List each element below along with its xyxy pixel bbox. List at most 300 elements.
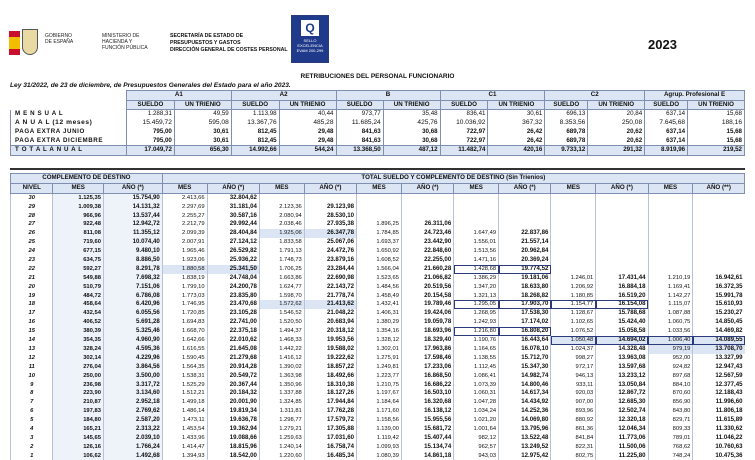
sub-header: SUELDO: [336, 100, 383, 110]
cd-value: 1.923,06: [162, 256, 207, 265]
level-number: 26: [11, 229, 53, 238]
cd-value: 484,72: [53, 291, 103, 300]
cd-value: 106,62: [53, 451, 103, 460]
cd-value: 3.317,72: [103, 380, 162, 389]
cd-value: [259, 194, 304, 203]
cd-value: 145,65: [53, 434, 103, 443]
base-value: 812,45: [231, 137, 279, 146]
cd-value: 1.572,62: [259, 300, 304, 309]
cd-value: [693, 203, 745, 212]
level-number: 2: [11, 443, 53, 452]
cd-value: 1.115,07: [648, 300, 693, 309]
base-value: 812,45: [231, 128, 279, 137]
cd-value: 822,31: [551, 443, 596, 452]
cd-value: 12.188,43: [693, 389, 745, 398]
cd-value: 5.325,46: [103, 327, 162, 336]
cd-value: [693, 220, 745, 229]
cd-value: 1.240,14: [259, 443, 304, 452]
base-value: 13.367,76: [231, 119, 279, 128]
cd-value: 15.610,93: [693, 300, 745, 309]
cd-value: [596, 220, 648, 229]
cd-value: 1.663,86: [259, 274, 304, 283]
cd-value: 16.686,22: [401, 380, 453, 389]
level-number: 12: [11, 354, 53, 363]
cd-value: 1.169,41: [648, 283, 693, 292]
cd-value: 6.786,08: [103, 291, 162, 300]
cd-value: 17.944,84: [304, 398, 356, 407]
group-header: B: [336, 91, 440, 101]
cd-value: 27.935,38: [304, 220, 356, 229]
level-number: 5: [11, 416, 53, 425]
cd-value: 1.180,85: [551, 291, 596, 300]
cd-value: 26.347,78: [304, 229, 356, 238]
cd-value: 1.380,29: [357, 318, 402, 327]
cd-value: 27.124,12: [207, 238, 259, 247]
level-row: [11, 389, 745, 398]
cd-value: [499, 194, 551, 203]
cd-value: [596, 194, 648, 203]
cd-value: 16.519,20: [596, 291, 648, 300]
cd-value: 15.424,40: [596, 318, 648, 327]
destination-complement-table: [10, 173, 745, 460]
cd-value: 11.773,06: [596, 434, 648, 443]
cd-value: 1.363,98: [259, 371, 304, 380]
cd-value: 14.800,46: [499, 380, 551, 389]
cd-value: 924,82: [648, 363, 693, 372]
base-row: [11, 128, 745, 137]
cd-value: 897,68: [648, 371, 693, 380]
base-value: 722,97: [440, 137, 488, 146]
cd-value: 4.595,36: [103, 345, 162, 354]
cd-value: 15.230,27: [693, 309, 745, 318]
col-header: AÑO (**): [693, 184, 745, 194]
cd-value: 14.982,74: [499, 371, 551, 380]
col-header: AÑO (*): [103, 184, 162, 194]
cd-value: 510,79: [53, 283, 103, 292]
cd-value: 2.255,27: [162, 211, 207, 220]
cd-value: 16.138,12: [401, 407, 453, 416]
cd-value: 2.039,10: [103, 434, 162, 443]
cd-value: 7.698,32: [103, 274, 162, 283]
base-value: 17.049,72: [127, 146, 175, 156]
col-header: AÑO (*): [207, 184, 259, 194]
sub-header: SUELDO: [440, 100, 488, 110]
cd-value: 21.066,82: [401, 274, 453, 283]
total-title: TOTAL SUELDO Y COMPLEMENTO DE DESTINO (Sin Trienios): [162, 174, 744, 184]
cd-value: 1.616,55: [162, 345, 207, 354]
level-number: 1: [11, 451, 53, 460]
cd-value: 14.131,32: [103, 203, 162, 212]
cd-value: 1.080,39: [357, 451, 402, 460]
cd-value: 14.694,02: [596, 336, 648, 345]
level-row: [11, 451, 745, 460]
cd-value: 21.645,08: [207, 345, 259, 354]
cd-value: 1.442,22: [259, 345, 304, 354]
cd-value: 13.522,48: [499, 434, 551, 443]
cd-value: 1.520,50: [259, 318, 304, 327]
cd-value: 250,00: [53, 371, 103, 380]
level-row: [11, 434, 745, 443]
cd-value: 17.233,06: [401, 363, 453, 372]
cd-value: 16.884,18: [596, 283, 648, 292]
cd-value: 2.313,22: [103, 425, 162, 434]
sec-line-2: PRESUPUESTOS Y GASTOS: [170, 40, 241, 46]
cd-value: 5.691,28: [103, 318, 162, 327]
row-label: M E N S U A L: [11, 110, 127, 119]
cd-value: [551, 238, 596, 247]
cd-value: 23.105,28: [207, 309, 259, 318]
cd-value: 17.762,28: [304, 407, 356, 416]
col-header: NIVEL: [11, 184, 53, 194]
row-label: PAGA EXTRA JUNIO: [11, 128, 127, 137]
cd-value: 210,87: [53, 398, 103, 407]
cd-value: 3.134,60: [103, 389, 162, 398]
level-row: [11, 327, 745, 336]
cd-value: 1.564,35: [162, 363, 207, 372]
cd-value: 1.112,45: [454, 363, 499, 372]
cd-value: 12.975,42: [499, 451, 551, 460]
cd-value: 13.249,52: [499, 443, 551, 452]
cd-value: 2.038,46: [259, 220, 304, 229]
base-value: 8.353,56: [545, 119, 588, 128]
cd-value: 8.886,50: [103, 256, 162, 265]
row-label: A N U A L (12 meses): [11, 119, 127, 128]
cd-value: 21.660,28: [401, 265, 453, 274]
cd-value: 13.050,84: [596, 380, 648, 389]
cd-value: 12.377,45: [693, 380, 745, 389]
cd-value: [693, 211, 745, 220]
cd-value: 21.557,14: [499, 238, 551, 247]
cd-value: 1.328,12: [357, 336, 402, 345]
level-number: 19: [11, 291, 53, 300]
cd-value: 11.806,18: [693, 407, 745, 416]
cd-value: 1.468,33: [259, 336, 304, 345]
base-value: 30,68: [383, 137, 440, 146]
cd-value: 20.154,58: [401, 291, 453, 300]
cd-value: 16.372,35: [693, 283, 745, 292]
base-value: 637,14: [645, 137, 688, 146]
cd-value: 22.741,00: [207, 318, 259, 327]
cd-value: 1.275,91: [357, 354, 402, 363]
cd-value: 1.538,31: [162, 371, 207, 380]
cd-value: 2.952,18: [103, 398, 162, 407]
cd-value: 19.181,06: [499, 274, 551, 283]
cd-value: 1.125,35: [53, 194, 103, 203]
cd-value: [693, 265, 745, 274]
cd-value: 17.579,72: [304, 416, 356, 425]
cd-value: 13.597,68: [596, 363, 648, 372]
page-title: RETRIBUCIONES DEL PERSONAL FUNCIONARIO: [300, 73, 455, 80]
col-header: AÑO (*): [401, 184, 453, 194]
col-header: AÑO (*): [596, 184, 648, 194]
cd-value: 10.760,63: [693, 443, 745, 452]
cd-value: [499, 220, 551, 229]
base-value: 637,14: [645, 110, 688, 119]
cd-value: 30.587,16: [207, 211, 259, 220]
cd-value: 223,90: [53, 389, 103, 398]
base-value: 485,28: [279, 119, 336, 128]
cd-value: 998,27: [551, 354, 596, 363]
level-row: [11, 256, 745, 265]
cd-value: 1.249,81: [357, 363, 402, 372]
cd-value: 1.164,65: [454, 345, 499, 354]
base-value: 689,78: [545, 137, 588, 146]
cd-value: 1.791,13: [259, 247, 304, 256]
level-number: 22: [11, 265, 53, 274]
cd-value: 11.225,80: [596, 451, 648, 460]
cd-value: 18.310,38: [304, 380, 356, 389]
cd-value: 1.706,25: [259, 265, 304, 274]
excellence-seal: [291, 15, 329, 63]
cd-value: 23.442,90: [401, 238, 453, 247]
level-row: [11, 380, 745, 389]
cd-value: 24.472,76: [304, 247, 356, 256]
cd-value: 20.914,28: [207, 363, 259, 372]
cd-value: 15.347,30: [499, 363, 551, 372]
cd-value: 1.347,20: [454, 283, 499, 292]
cd-value: 1.197,67: [357, 389, 402, 398]
cd-value: 11.046,22: [693, 434, 745, 443]
cd-value: 11.615,89: [693, 416, 745, 425]
cd-value: 18.127,26: [304, 389, 356, 398]
cd-value: 17.538,30: [499, 309, 551, 318]
sub-header: UN TRIENIO: [279, 100, 336, 110]
base-value: 15,68: [688, 128, 745, 137]
cd-value: [454, 211, 499, 220]
cd-value: 22.848,60: [401, 247, 453, 256]
cd-value: 15.134,74: [401, 443, 453, 452]
cd-value: [596, 238, 648, 247]
cd-value: 811,08: [53, 229, 103, 238]
level-number: 11: [11, 363, 53, 372]
cd-value: 1.171,60: [357, 407, 402, 416]
sec-line-3: DIRECCIÓN GENERAL DE COSTES PERSONAL: [170, 47, 288, 53]
cd-value: 1.590,45: [162, 354, 207, 363]
cd-value: 13.963,08: [596, 354, 648, 363]
cd-value: [551, 203, 596, 212]
cd-value: 29.123,98: [304, 203, 356, 212]
row-label: PAGA EXTRA DICIEMBRE: [11, 137, 127, 146]
base-value: 973,77: [336, 110, 383, 119]
cd-value: 25.936,22: [207, 256, 259, 265]
cd-value: 1.486,14: [162, 407, 207, 416]
base-value: 30,61: [174, 137, 231, 146]
cd-value: 1.668,70: [162, 327, 207, 336]
cd-value: 24.723,46: [401, 229, 453, 238]
cd-value: 1.566,04: [357, 265, 402, 274]
level-row: [11, 425, 745, 434]
cd-value: 1.838,19: [162, 274, 207, 283]
base-value: 29,48: [279, 128, 336, 137]
base-value: 15,68: [688, 110, 745, 119]
cd-value: [648, 247, 693, 256]
cd-value: 24.748,04: [207, 274, 259, 283]
col-header: AÑO (*): [499, 184, 551, 194]
cd-value: 23.284,44: [304, 265, 356, 274]
cd-value: 1.216,80: [454, 327, 499, 336]
cd-value: 22.690,98: [304, 274, 356, 283]
level-number: 21: [11, 274, 53, 283]
cd-value: 9.480,10: [103, 247, 162, 256]
cd-value: 1.190,76: [454, 336, 499, 345]
base-value: 49,59: [174, 110, 231, 119]
cd-value: 1.766,24: [103, 443, 162, 452]
base-value: 595,08: [174, 119, 231, 128]
cd-value: 677,15: [53, 247, 103, 256]
cd-value: 1.337,88: [259, 389, 304, 398]
base-value: 15,68: [688, 137, 745, 146]
cd-value: 809,33: [648, 425, 693, 434]
level-row: [11, 265, 745, 274]
cd-value: 26.529,82: [207, 247, 259, 256]
cd-value: 549,88: [53, 274, 103, 283]
col-header: MES: [551, 184, 596, 194]
cd-value: 12.867,72: [596, 389, 648, 398]
cd-value: 19.088,66: [207, 434, 259, 443]
cd-value: 19.789,46: [401, 300, 453, 309]
cd-value: 1.220,60: [259, 451, 304, 460]
col-header: MES: [357, 184, 402, 194]
cd-value: 1.746,95: [162, 300, 207, 309]
cd-value: 1.119,42: [357, 434, 402, 443]
cd-value: 1.102,65: [551, 318, 596, 327]
cd-value: [401, 211, 453, 220]
cd-value: 17.031,60: [304, 434, 356, 443]
cd-value: [648, 211, 693, 220]
cd-value: [596, 229, 648, 238]
cd-value: 11.330,62: [693, 425, 745, 434]
base-value: 795,00: [127, 128, 175, 137]
base-value: 487,12: [383, 146, 440, 156]
cd-value: 21.279,68: [207, 354, 259, 363]
base-value: 722,97: [440, 128, 488, 137]
cd-value: [596, 256, 648, 265]
level-number: 10: [11, 371, 53, 380]
cd-value: 966,96: [53, 211, 103, 220]
cd-value: 22.837,86: [499, 229, 551, 238]
base-value: 291,32: [588, 146, 645, 156]
cd-value: [596, 211, 648, 220]
cd-value: 18.268,82: [499, 291, 551, 300]
level-number: 25: [11, 238, 53, 247]
cd-value: 15.681,72: [401, 425, 453, 434]
cd-value: 17.305,88: [304, 425, 356, 434]
cd-value: 4.229,96: [103, 354, 162, 363]
cd-value: 184,80: [53, 416, 103, 425]
cd-value: [596, 203, 648, 212]
cd-value: 1.513,56: [454, 247, 499, 256]
base-value: 1.113,98: [231, 110, 279, 119]
year-label: 2023: [648, 37, 677, 52]
cd-value: 3.500,00: [103, 371, 162, 380]
cd-value: 26.311,06: [401, 220, 453, 229]
base-value: 367,32: [488, 119, 545, 128]
sub-header: UN TRIENIO: [588, 100, 645, 110]
cd-value: 1.880,58: [162, 265, 207, 274]
level-row: [11, 229, 745, 238]
cd-value: 1.206,92: [551, 283, 596, 292]
cd-value: 22.255,00: [401, 256, 453, 265]
cd-value: 19.636,78: [207, 416, 259, 425]
level-row: [11, 309, 745, 318]
level-row: [11, 211, 745, 220]
level-row: [11, 354, 745, 363]
base-value: 1.288,31: [127, 110, 175, 119]
cd-value: 719,60: [53, 238, 103, 247]
blank-header: [11, 100, 127, 110]
cd-value: 1.184,64: [357, 398, 402, 407]
cd-value: 1.311,81: [259, 407, 304, 416]
base-value: 8.919,96: [645, 146, 688, 156]
cd-value: 768,62: [648, 443, 693, 452]
cd-value: 1.799,10: [162, 283, 207, 292]
cd-value: 1.394,93: [162, 451, 207, 460]
cd-value: 20.549,72: [207, 371, 259, 380]
cd-value: 1.556,01: [454, 238, 499, 247]
cd-value: 1.086,41: [454, 371, 499, 380]
level-number: 15: [11, 327, 53, 336]
cd-value: 21.048,22: [304, 309, 356, 318]
cd-value: [648, 238, 693, 247]
cd-value: 10.074,40: [103, 238, 162, 247]
cd-value: 1.896,25: [357, 220, 402, 229]
cd-value: 13.233,12: [596, 371, 648, 380]
base-row: [11, 146, 745, 156]
col-header: AÑO (*): [304, 184, 356, 194]
cd-value: 893,96: [551, 407, 596, 416]
cd-value: 302,14: [53, 354, 103, 363]
cd-value: 1.210,19: [648, 274, 693, 283]
cd-value: 1.784,85: [357, 229, 402, 238]
base-value: 20,84: [588, 110, 645, 119]
level-row: [11, 238, 745, 247]
cd-value: 1.321,13: [454, 291, 499, 300]
base-value: 30,68: [383, 128, 440, 137]
cd-value: 354,35: [53, 336, 103, 345]
coat-of-arms-icon: [22, 29, 38, 55]
base-value: 15.459,72: [127, 119, 175, 128]
cd-value: 1.694,83: [162, 318, 207, 327]
base-value: 795,00: [127, 137, 175, 146]
page-header: [0, 0, 755, 70]
base-value: 841,63: [336, 137, 383, 146]
cd-value: 16.320,68: [401, 398, 453, 407]
cd-value: 1.925,06: [259, 229, 304, 238]
cd-value: 458,64: [53, 300, 103, 309]
cd-value: 14.434,92: [499, 398, 551, 407]
cd-value: 2.080,94: [259, 211, 304, 220]
cd-value: 2.587,20: [103, 416, 162, 425]
cd-value: 946,13: [551, 371, 596, 380]
cd-value: 20.683,94: [304, 318, 356, 327]
cd-value: [648, 256, 693, 265]
cd-value: 15.991,78: [693, 291, 745, 300]
base-row: [11, 137, 745, 146]
base-value: 250,08: [588, 119, 645, 128]
cd-value: 1.433,96: [162, 434, 207, 443]
cd-value: 1.471,16: [454, 256, 499, 265]
cd-value: 29.992,44: [207, 220, 259, 229]
cd-value: [648, 229, 693, 238]
cd-value: 19.953,56: [304, 336, 356, 345]
cd-value: 962,57: [454, 443, 499, 452]
cd-value: 10.475,36: [693, 451, 745, 460]
sub-header: UN TRIENIO: [174, 100, 231, 110]
level-row: [11, 300, 745, 309]
cd-value: 16.078,10: [499, 345, 551, 354]
cd-value: 1.598,70: [259, 291, 304, 300]
cd-value: 1.748,73: [259, 256, 304, 265]
